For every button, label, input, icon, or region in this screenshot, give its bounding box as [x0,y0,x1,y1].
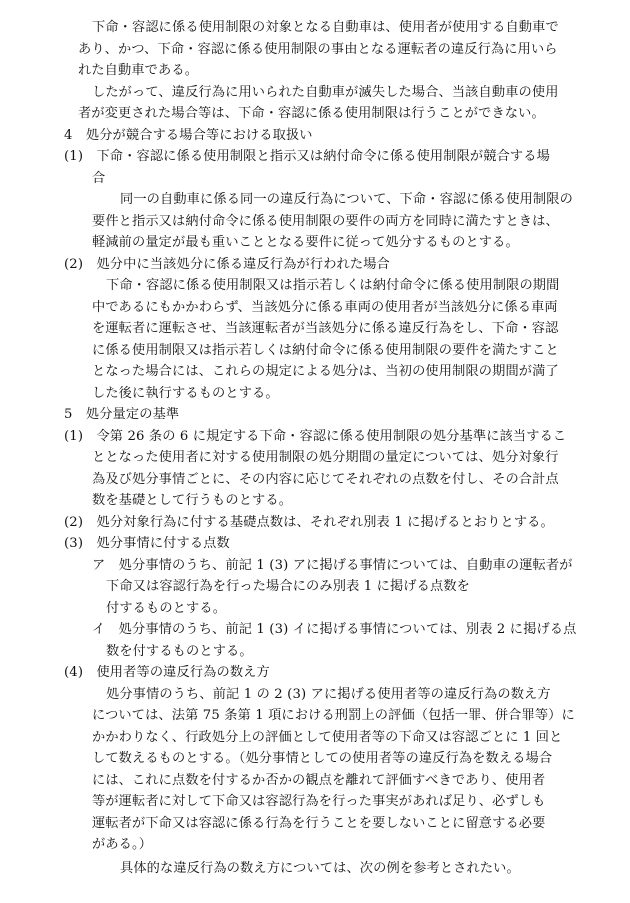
text-line: 同一の自動車に係る同一の違反行為について、下命・容認に係る使用制限の [120,192,573,207]
text-line: 下命・容認に係る使用制限の対象となる自動車は、使用者が使用する自動車で [92,20,559,35]
subsection-heading: (2) 処分対象行為に付する基礎点数は、それぞれ別表 1 に掲げるとおりとする。 [64,515,554,530]
text-line: 等が運転者に対して下命又は容認行為を行った事実があれば足り、必ずしも [92,794,546,809]
text-line: 軽減前の量定が最も重いこととなる要件に従って処分するものとする。 [92,235,519,250]
text-line: 者が変更された場合等は、下命・容認に係る使用制限は行うことができない。 [78,106,545,121]
text-line: を運転者に運転させ、当該運転者が当該処分に係る違反行為をし、下命・容認 [92,321,559,336]
text-line: には、これに点数を付するか否かの観点を離れて評価すべきであり、使用者 [92,773,546,788]
section-heading: 4 処分が競合する場合等における取扱い [64,128,313,143]
text-line: 下命・容認に係る使用制限又は指示若しくは納付命令に係る使用制限の期間 [106,278,560,293]
text-line: したがって、違反行為に用いられた自動車が滅失した場合、当該自動車の使用 [92,85,559,100]
section-heading: 5 処分量定の基準 [64,407,180,422]
text-line: 中であるにもかかわらず、当該処分に係る車両の使用者が当該処分に係る車両 [92,300,558,315]
text-line: については、法第 75 条第 1 項における刑罰上の評価（包括一罪、併合罪等）に [92,708,575,723]
text-line: ととなった使用者に対する使用制限の処分期間の量定については、処分対象行 [92,450,559,465]
subsection-heading: (1) 下命・容認に係る使用制限と指示又は納付命令に係る使用制限が競合する場 [64,149,550,164]
text-line: 具体的な違反行為の数え方については、次の例を参考とされたい。 [120,861,520,876]
text-line: 数を付するものとする。 [106,644,253,659]
text-line: 要件と指示又は納付命令に係る使用制限の要件の両方を同時に満たすときは、 [92,214,559,229]
text-line: かかわりなく、行政処分上の評価として使用者等の下命又は容認ごとに 1 回と [92,730,563,745]
text-line: 処分事情のうち、前記 1 の 2 (3) アに掲げる使用者等の違反行為の数え方 [106,687,551,702]
text-line: 合 [92,171,106,186]
text-line: がある。） [92,837,153,852]
text-line: 数を基礎として行うものとする。 [92,493,293,508]
subsection-heading: (1) 令第 26 条の 6 に規定する下命・容認に係る使用制限の処分基準に該当するこ [64,429,567,444]
list-item: イ 処分事情のうち、前記 1 (3) イに掲げる事情については、別表 2 に掲げる点 [92,622,577,637]
text-line: となった場合には、これらの規定による処分は、当初の使用制限の期間が満了 [92,364,559,379]
text-line: れた自動車である。 [78,63,199,78]
text-line: 下命又は容認行為を行った場合にのみ別表 1 に掲げる点数を [106,579,470,594]
text-line: 付するものとする。 [106,601,227,616]
text-line: に係る使用制限又は指示若しくは納付命令に係る使用制限の要件を満たすこと [92,343,559,358]
subsection-heading: (4) 使用者等の違反行為の数え方 [64,665,270,680]
text-line: 運転者が下命又は容認に係る行為を行うことを要しないことに留意する必要 [92,816,546,831]
text-line: あり、かつ、下命・容認に係る使用制限の事由となる運転者の違反行為に用いら [78,42,558,57]
subsection-heading: (3) 処分事情に付する点数 [64,536,230,551]
text-line: して数えるものとする。（処分事情としての使用者等の違反行為を数える場合 [92,751,553,766]
subsection-heading: (2) 処分中に当該処分に係る違反行為が行われた場合 [64,257,390,272]
text-line: 為及び処分事情ごとに、その内容に応じてそれぞれの点数を付し、その合計点 [92,472,559,487]
text-line: した後に執行するものとする。 [92,386,279,401]
list-item: ア 処分事情のうち、前記 1 (3) アに掲げる事情については、自動車の運転者が [92,558,573,573]
